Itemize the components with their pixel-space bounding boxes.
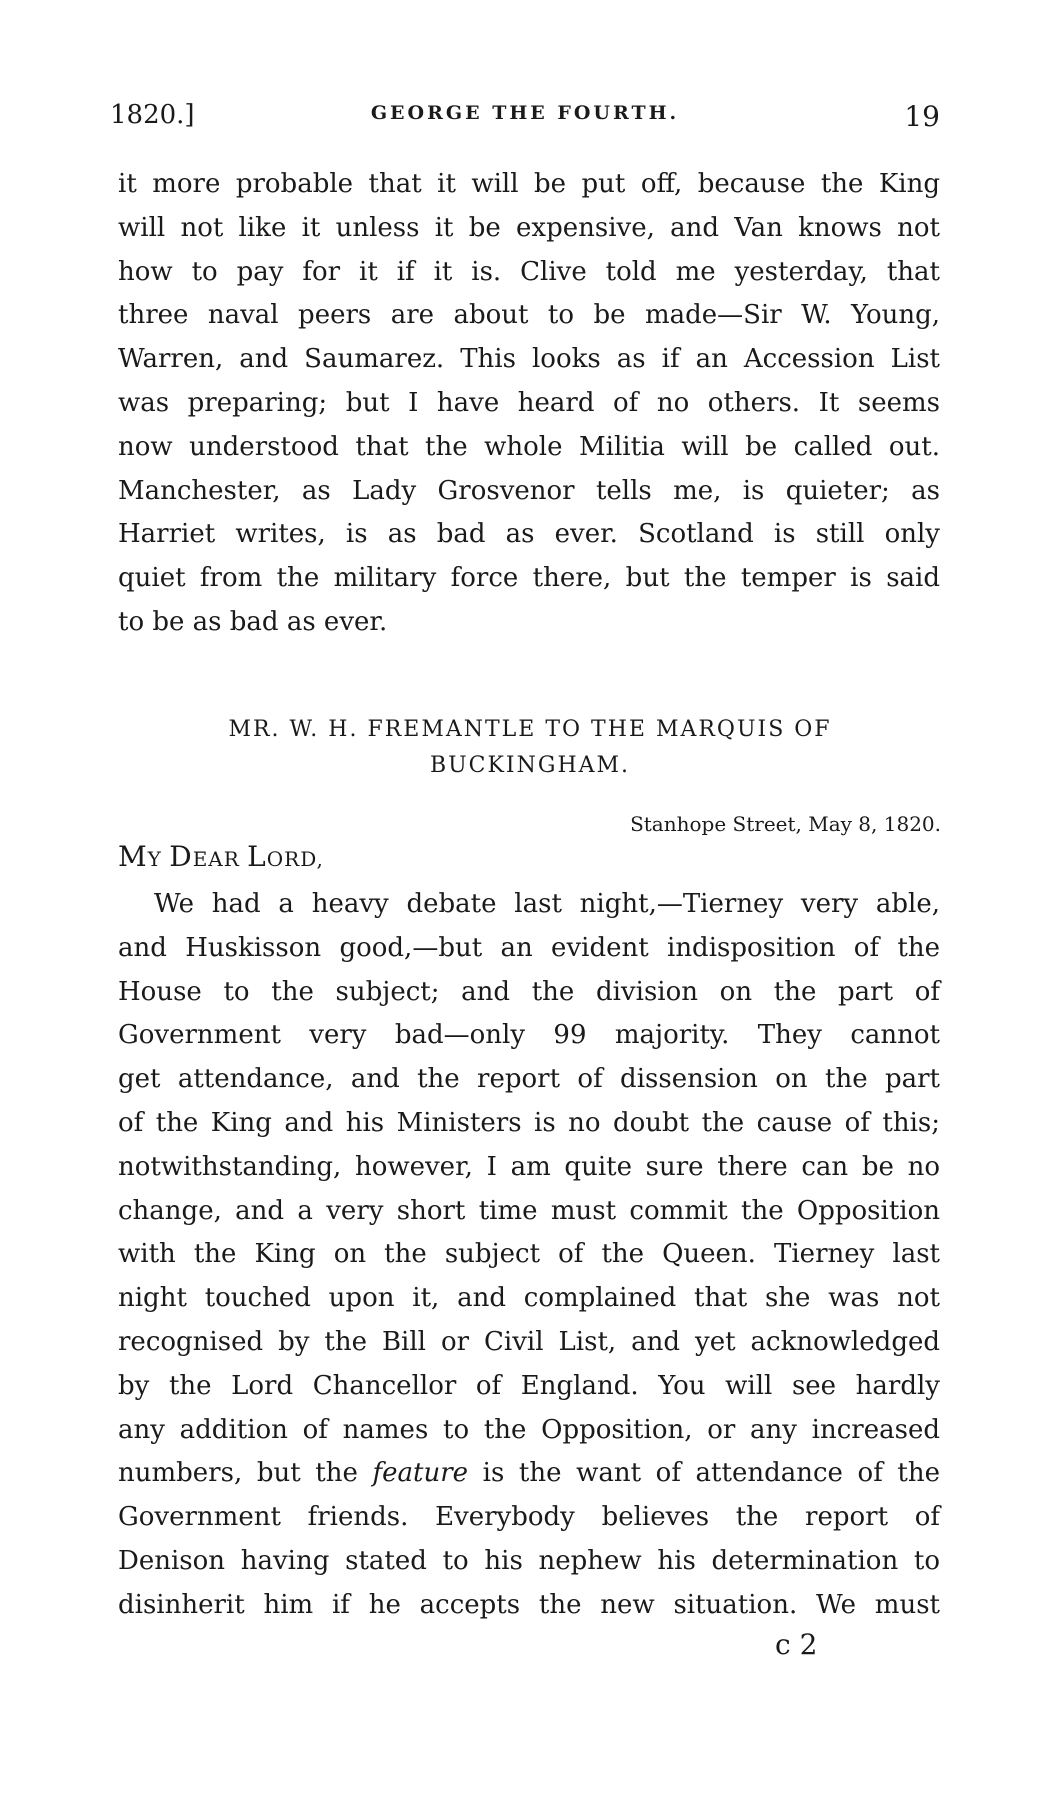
text-line: recognised by the Bill or Civil List, and yet acknowledged xyxy=(118,1326,940,1357)
text-line: Denison having stated to his nephew his determination to xyxy=(118,1545,940,1576)
text-line-with-italic xyxy=(118,1452,940,1496)
italic-word: feature xyxy=(372,1458,469,1489)
letter-body xyxy=(118,883,940,1628)
salutation-cap: D xyxy=(169,840,193,873)
text-line: any addition of names to the Opposition, or any increased xyxy=(118,1414,940,1445)
letter-heading xyxy=(110,712,950,784)
letter-heading-line: MR. W. H. FREMANTLE TO THE MARQUIS OF xyxy=(228,717,832,742)
page-number: 19 xyxy=(904,100,940,133)
running-head-year: 1820.] xyxy=(110,100,195,130)
text-line: night touched upon it, and complained that she was not xyxy=(118,1283,940,1314)
text-fragment: is the want of attendance of the xyxy=(468,1458,941,1489)
text-line: Government very bad—only 99 majority. They cannot xyxy=(118,1020,940,1051)
salutation-small-caps: ORD, xyxy=(266,847,324,871)
text-line: with the King on the subject of the Queen. Tierney last xyxy=(118,1239,940,1270)
salutation-cap: L xyxy=(247,840,267,873)
text-line: get attendance, and the report of dissension on the part xyxy=(118,1064,940,1095)
paragraph-continued xyxy=(118,163,940,645)
text-line: now understood that the whole Militia will be called out. xyxy=(118,431,940,462)
running-head-title: GEORGE THE FOURTH. xyxy=(370,102,680,124)
text-line: and Huskisson good,—but an evident indisposition of the xyxy=(118,932,940,963)
text-line: to be as bad as ever. xyxy=(118,606,388,637)
printer-signature-mark: c 2 xyxy=(775,1628,818,1661)
text-line: change, and a very short time must commit the Opposition xyxy=(118,1195,940,1226)
salutation-small-caps: Y xyxy=(147,847,170,871)
text-line: quiet from the military force there, but the temper is said xyxy=(118,563,940,594)
letter-heading-line: BUCKINGHAM. xyxy=(429,753,631,778)
letter-salutation xyxy=(118,840,324,873)
text-line: it more probable that it will be put off, because the King xyxy=(118,169,940,199)
text-line: was preparing; but I have heard of no others. It seems xyxy=(118,387,940,418)
running-head xyxy=(110,100,940,140)
text-line: House to the subject; and the division on the part of xyxy=(118,976,940,1007)
text-line: disinherit him if he accepts the new situation. We must xyxy=(118,1589,940,1620)
text-line: how to pay for it if it is. Clive told me yesterday, that xyxy=(118,256,940,287)
salutation-cap: M xyxy=(118,840,148,873)
text-line: of the King and his Ministers is no doubt the cause of this; xyxy=(118,1107,940,1138)
text-line: Manchester, as Lady Grosvenor tells me, is quieter; as xyxy=(118,475,940,506)
letter-dateline: Stanhope Street, May 8, 1820. xyxy=(630,812,941,836)
text-line: Government friends. Everybody believes the report of xyxy=(118,1502,940,1533)
salutation-small-caps: EAR xyxy=(192,847,248,871)
text-line: Harriet writes, is as bad as ever. Scotland is still only xyxy=(118,519,940,550)
text-line: We had a heavy debate last night,—Tierney very able, xyxy=(154,889,940,919)
text-line: three naval peers are about to be made—Sir W. Young, xyxy=(118,300,940,331)
text-line: notwithstanding, however, I am quite sure there can be no xyxy=(118,1151,940,1182)
text-line: by the Lord Chancellor of England. You will see hardly xyxy=(118,1370,940,1401)
text-line: will not like it unless it be expensive, and Van knows not xyxy=(118,212,940,243)
text-fragment: numbers, but the xyxy=(118,1458,373,1489)
text-line: Warren, and Saumarez. This looks as if an Accession List xyxy=(118,344,940,375)
